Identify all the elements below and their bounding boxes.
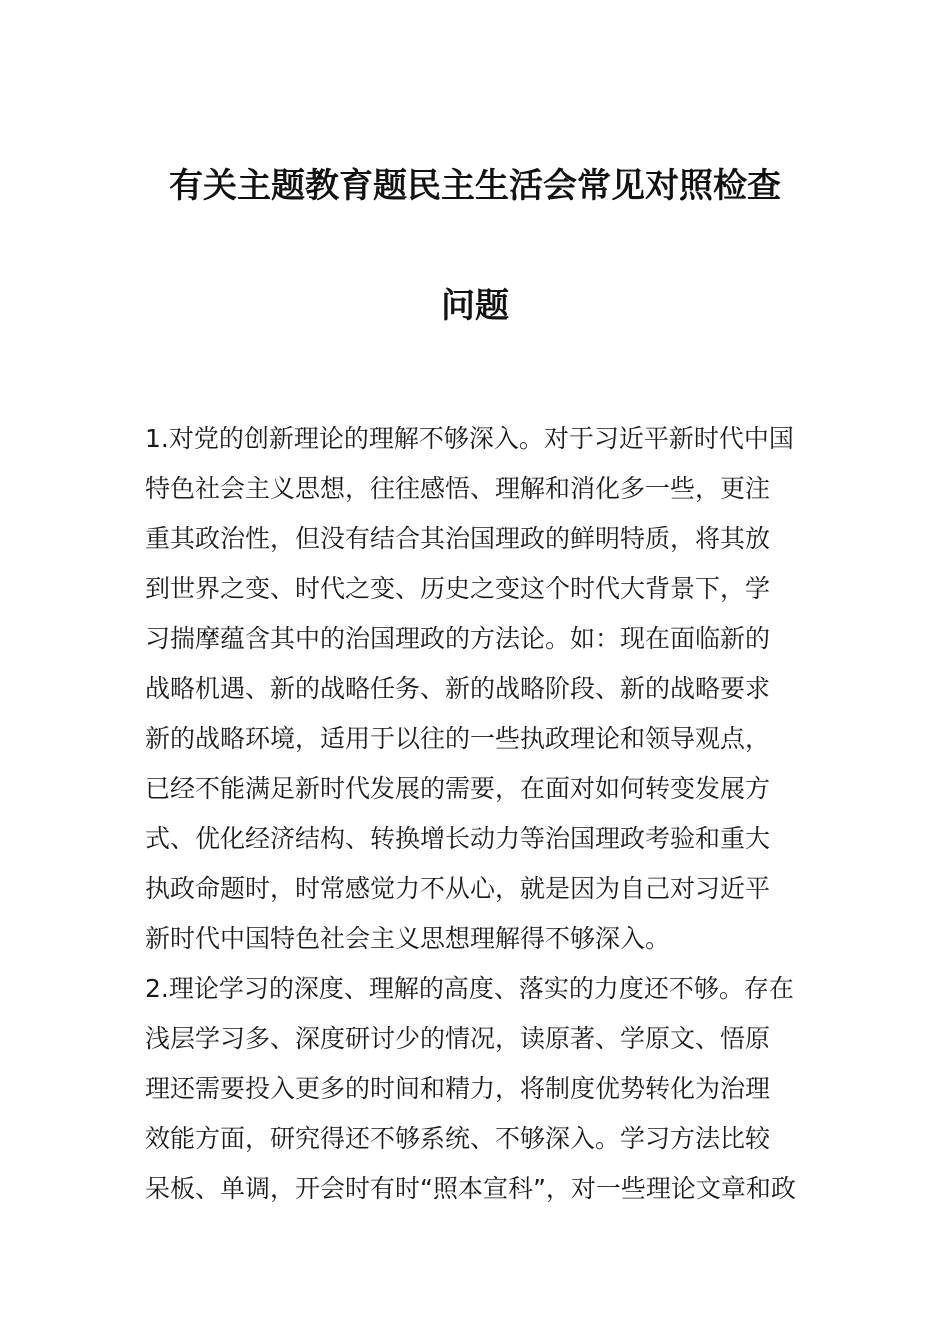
body-line: 效能方面，研究得还不够系统、不够深入。学习方法比较 [145,1124,771,1153]
document-title-line-1: 有关主题教育题民主生活会常见对照检查 [169,166,781,206]
body-line: 到世界之变、时代之变、历史之变这个时代大背景下，学 [145,574,771,603]
body-line: 重其政治性，但没有结合其治国理政的鲜明特质，将其放 [145,524,771,553]
body-line: 2.理论学习的深度、理解的高度、落实的力度还不够。存在 [145,974,794,1003]
body-line: 新时代中国特色社会主义思想理解得不够深入。 [145,924,671,953]
document-body [145,414,809,1214]
body-line: 战略机遇、新的战略任务、新的战略阶段、新的战略要求 [145,674,771,703]
body-line: 理还需要投入更多的时间和精力，将制度优势转化为治理 [145,1074,771,1103]
body-line: 1.对党的创新理论的理解不够深入。对于习近平新时代中国 [145,424,794,453]
body-line: 新的战略环境，适用于以往的一些执政理论和领导观点， [145,724,771,753]
body-line: 特色社会主义思想，往往感悟、理解和消化多一些，更注 [145,474,771,503]
body-line: 习揣摩蕴含其中的治国理政的方法论。如：现在面临新的 [145,624,771,653]
body-line: 浅层学习多、深度研讨少的情况，读原著、学原文、悟原 [145,1024,771,1053]
body-line: 执政命题时，时常感觉力不从心，就是因为自己对习近平 [145,874,771,903]
body-line: 已经不能满足新时代发展的需要，在面对如何转变发展方 [145,774,771,803]
body-line: 呆板、单调，开会时有时“照本宣科”，对一些理论文章和政 [145,1174,796,1203]
document-title-line-2: 问题 [441,286,509,326]
body-line: 式、优化经济结构、转换增长动力等治国理政考验和重大 [145,824,771,853]
